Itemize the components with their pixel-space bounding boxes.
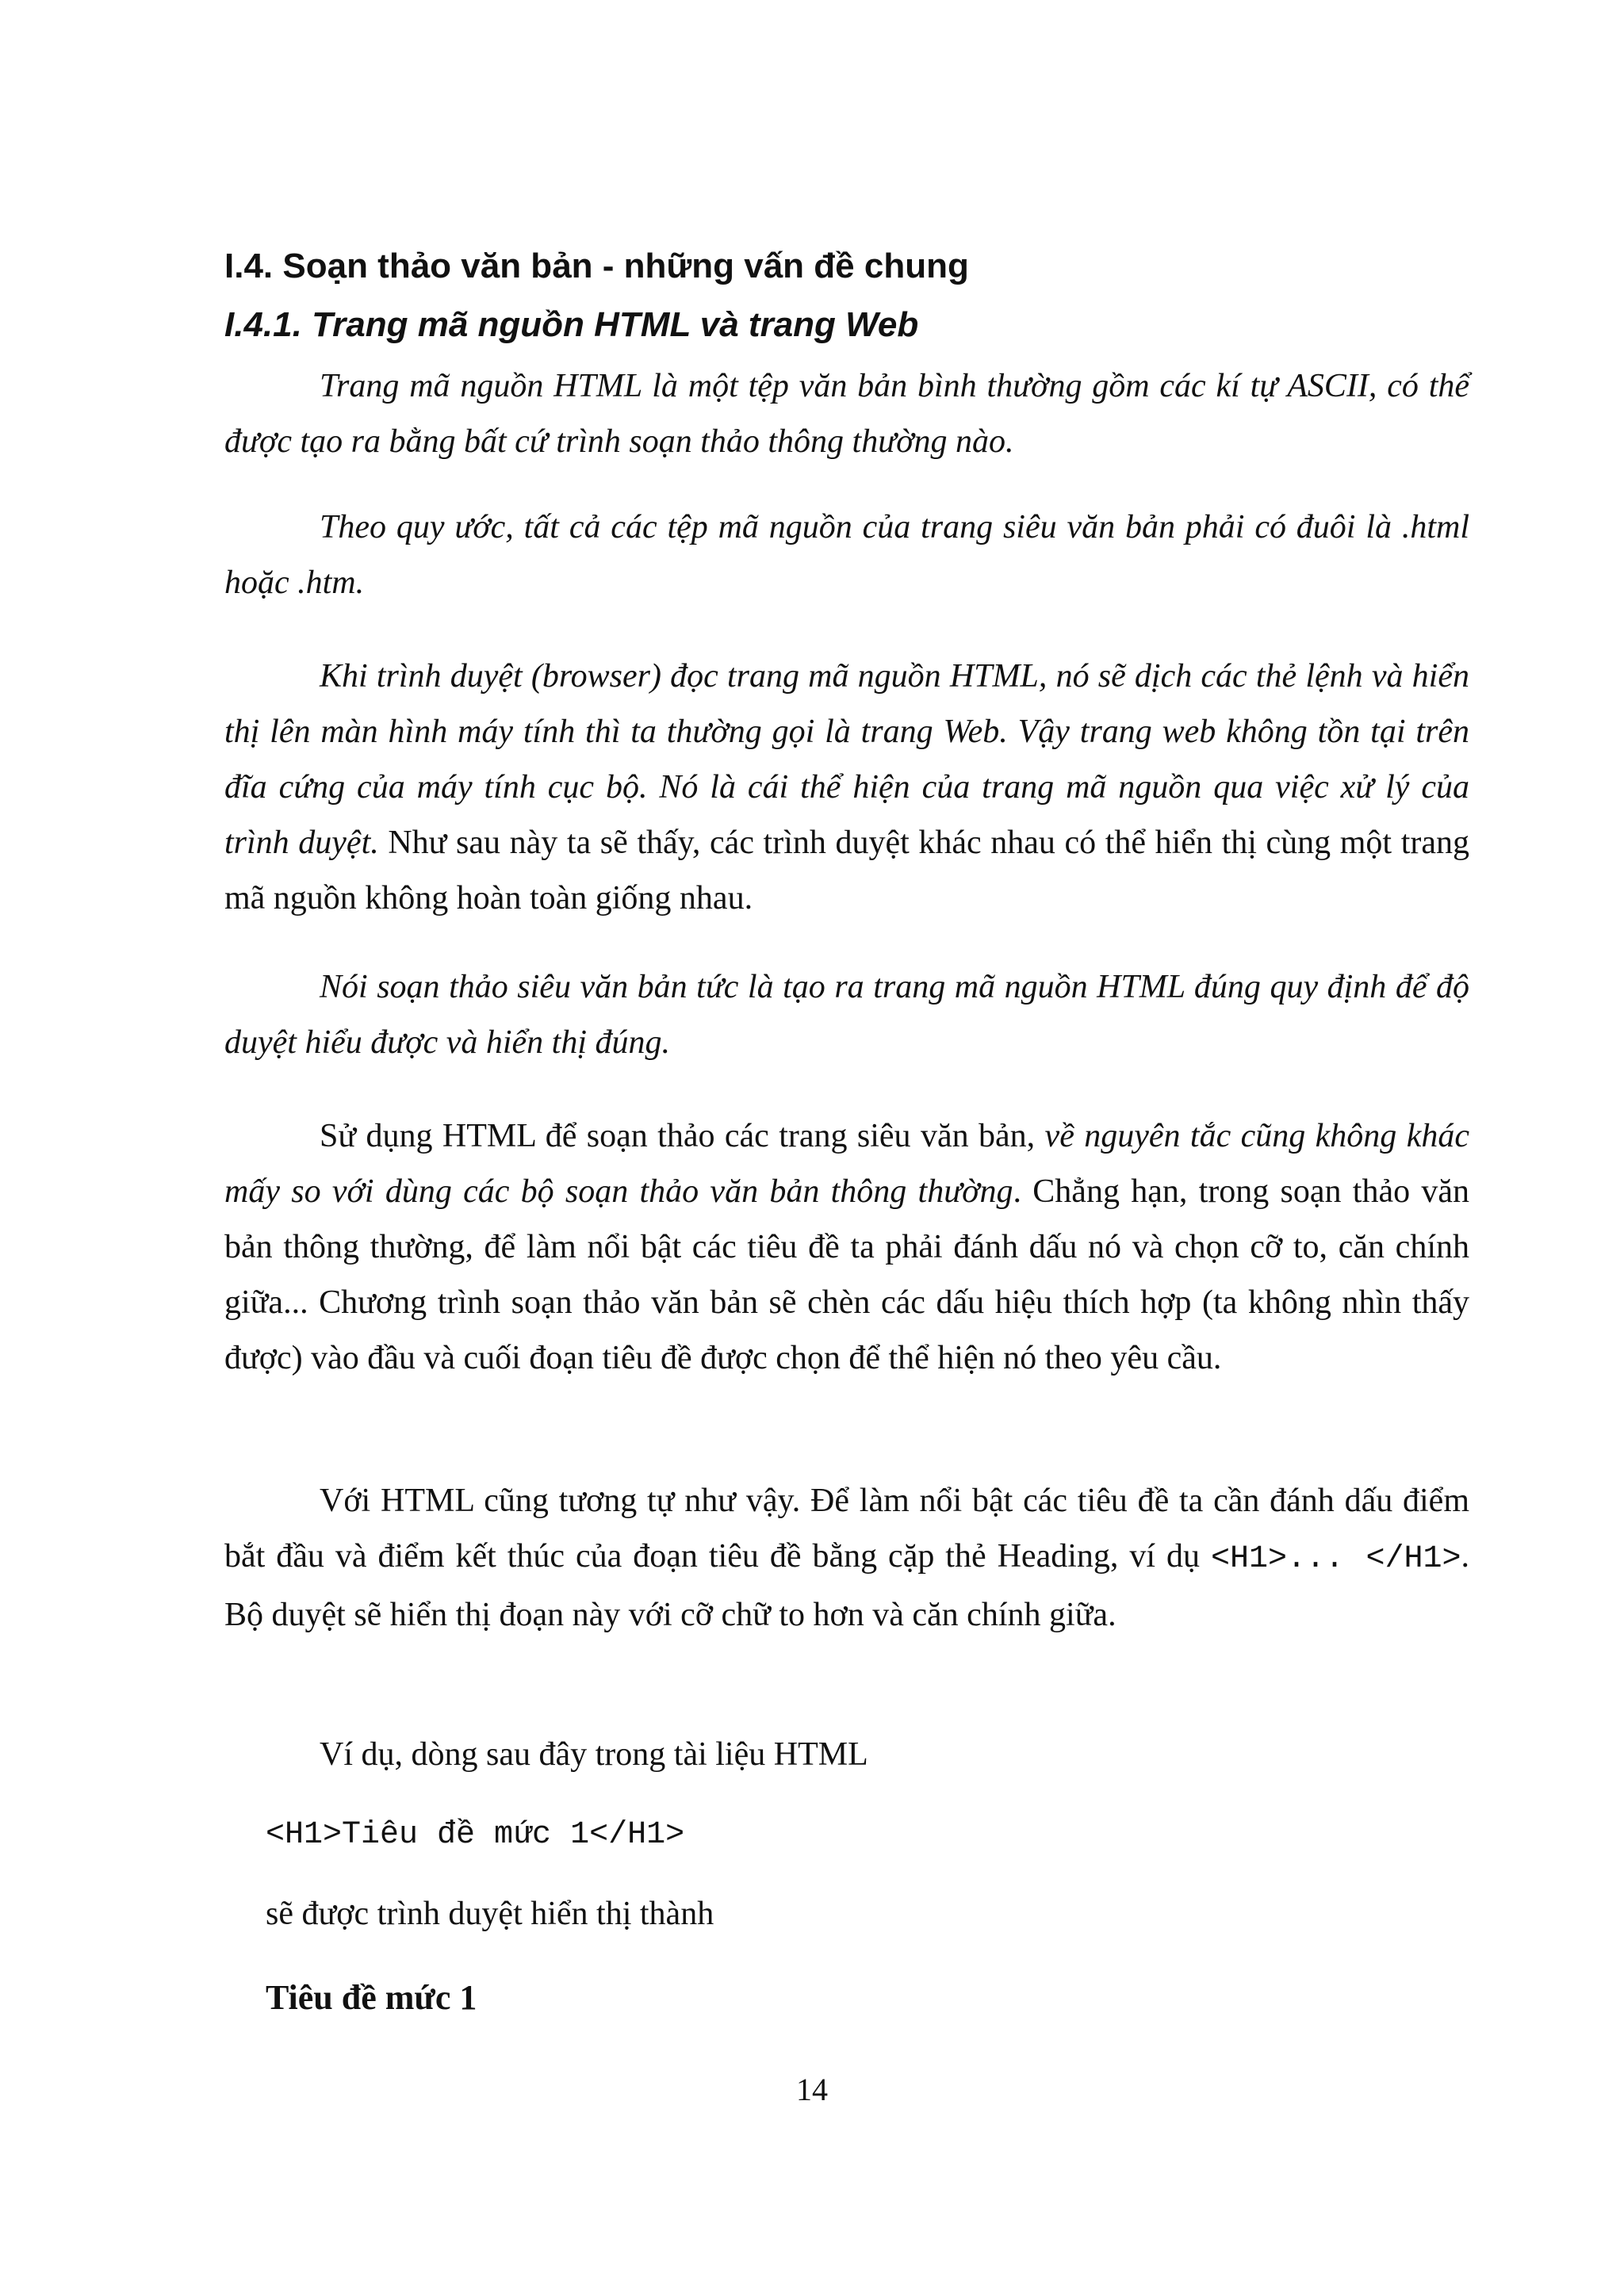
paragraph-p6-end: . Bộ duyệt sẽ hiển thị đoạn này với cỡ chữ to hơn và căn chính giữa. (224, 1538, 1469, 1633)
subsection-heading: I.4.1. Trang mã nguồn HTML và trang Web (224, 305, 919, 344)
example-result-intro: sẽ được trình duyệt hiển thị thành (266, 1896, 714, 1932)
paragraph-hypertext-editing: Nói soạn thảo siêu văn bản tức là tạo ra trang mã nguồn HTML đúng quy định để độ duyệt hiểu được và hiển thị đúng. (224, 969, 1469, 1061)
paragraph-p6-start: Với HTML cũng tương tự như vậy. Để làm nổi bật các tiêu đề ta cần đánh dấu điểm bắt đầu và điểm kết thúc của đoạn tiêu đề bằng cặp thẻ Heading, ví dụ (224, 1483, 1469, 1575)
paragraph-file-extension: Theo quy ước, tất cả các tệp mã nguồn của trang siêu văn bản phải có đuôi là .html hoặc .htm. (224, 509, 1469, 601)
paragraph-p5-end: . Chẳng hạn, trong soạn thảo văn bản thông thường, để làm nổi bật các tiêu đề ta phải đánh dấu nó và chọn cỡ to, căn chính giữa... Chương trình soạn thảo văn bản sẽ chèn các dấu hiệu thích hợp (ta không nhìn thấy được) vào đầu và cuối đoạn tiêu đề được chọn để thể hiện nó theo yêu cầu. (224, 1173, 1469, 1376)
paragraph-browser-rendering-normal: Như sau này ta sẽ thấy, các trình duyệt khác nhau có thể hiển thị cùng một trang mã nguồn không hoàn toàn giống nhau. (224, 825, 1469, 916)
example-code-line: <H1>Tiêu đề mức 1</H1> (266, 1817, 685, 1853)
paragraph-p5-start: Sử dụng HTML để soạn thảo các trang siêu văn bản, (320, 1118, 1045, 1154)
section-heading: I.4. Soạn thảo văn bản - những vấn đề chung (224, 247, 969, 285)
page-number: 14 (796, 2072, 828, 2107)
paragraph-example-intro: Ví dụ, dòng sau đây trong tài liệu HTML (320, 1736, 868, 1773)
paragraph-html-source-definition: Trang mã nguồn HTML là một tệp văn bản bình thường gồm các kí tự ASCII, có thể được tạo ra bằng bất cứ trình soạn thảo thông thường nào. (224, 368, 1469, 460)
paragraph-html-editing-comparison (224, 1108, 1469, 1386)
example-rendered-heading: Tiêu đề mức 1 (266, 1978, 477, 2017)
paragraph-browser-rendering-italic: Khi trình duyệt (browser) đọc trang mã nguồn HTML, nó sẽ dịch các thẻ lệnh và hiển thị lên màn hình máy tính thì ta thường gọi là trang Web. Vậy trang web không tồn tại trên đĩa cứng của máy tính cục bộ. Nó là cái thể hiện của trang mã nguồn qua việc xử lý của trình duyệt. (224, 658, 1469, 861)
inline-code-h1: <H1>... </H1> (1210, 1541, 1461, 1577)
paragraph-browser-rendering (224, 649, 1469, 926)
paragraph-heading-tags (224, 1473, 1469, 1643)
paragraph-p5-italic: về nguyên tắc cũng không khác mấy so với dùng các bộ soạn thảo văn bản thông thường (224, 1118, 1469, 1210)
